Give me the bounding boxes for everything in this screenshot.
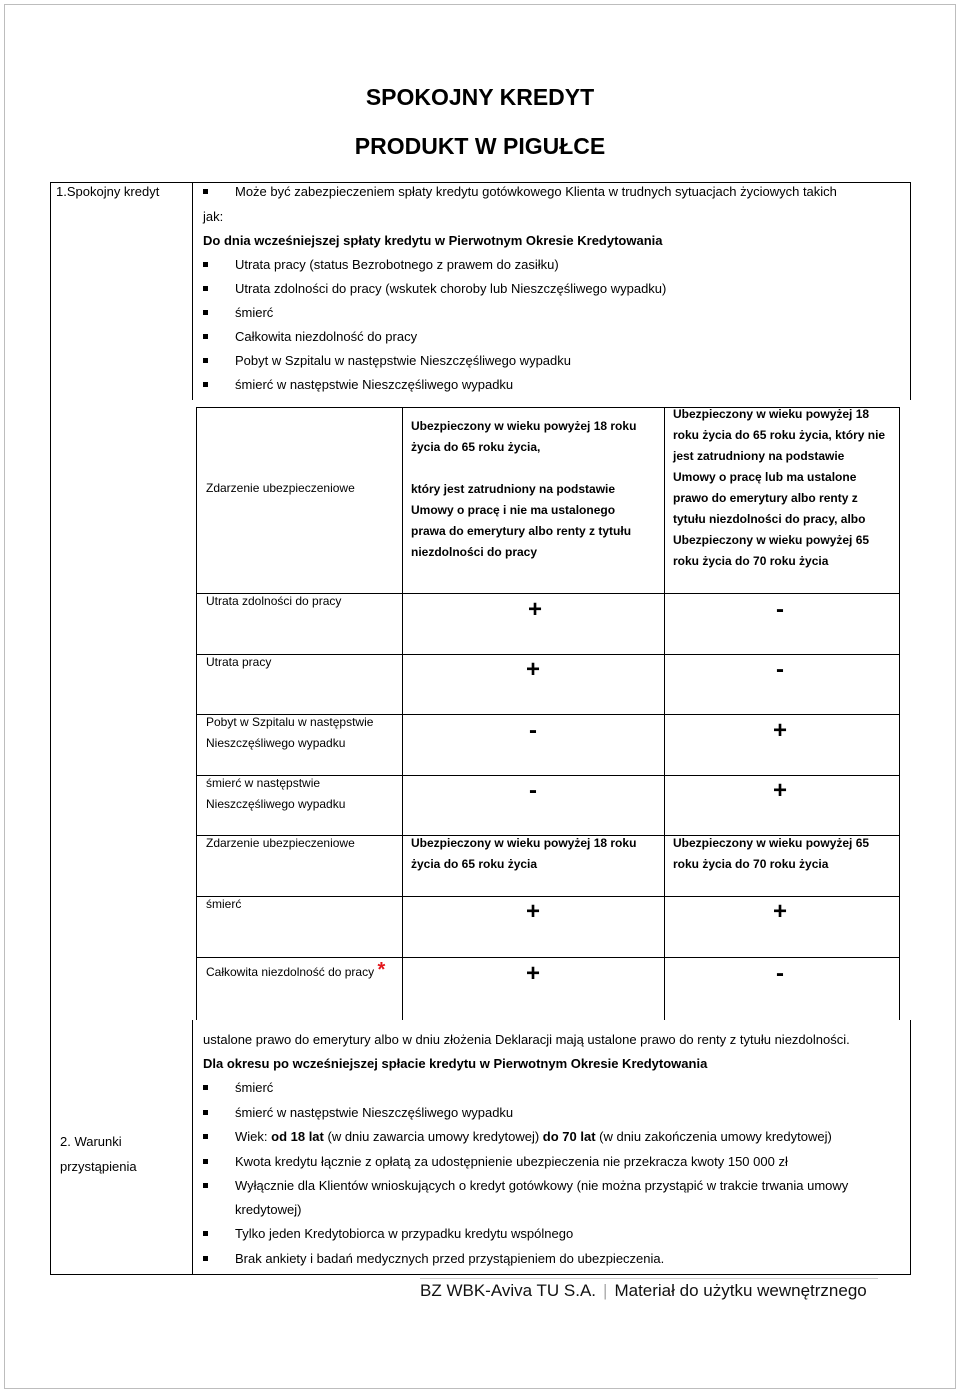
- bullet-icon: [203, 382, 208, 387]
- section2-label: 2. Warunki przystąpienia: [60, 1134, 137, 1174]
- table1-col2-header: Ubezpieczony w wieku powyżej 18 roku życia do 65 roku życia, który nie jest zatrudniony na podstawie Umowy o pracę lub ma ustalone prawo do emerytury albo renty z tytułu niezdolności do pracy, albo Ubezpieczony w wieku powyżej 65 roku życia do 70 roku życia: [673, 407, 886, 568]
- footer-note: Materiał do użytku wewnętrznego: [614, 1281, 867, 1300]
- outer-left-border: [50, 182, 51, 1275]
- period2-heading: Dla okresu po wcześniejszej spłacie kredytu w Pierwotnym Okresie Kredytowania: [203, 1056, 708, 1071]
- outer-top-border: [50, 182, 911, 183]
- document-subtitle: PRODUKT W PIGUŁCE: [354, 133, 606, 159]
- table1-row-event: Utrata pracy: [206, 655, 272, 669]
- intro-line-1: Może być zabezpieczeniem spłaty kredytu gotówkowego Klienta w trudnych sytuacjach życiowych takich: [235, 184, 837, 199]
- period2-item: śmierć: [235, 1080, 274, 1095]
- column-divider: [192, 182, 193, 400]
- column-divider-lower: [192, 1020, 193, 1275]
- table1-row-col1-mark: -: [529, 777, 537, 804]
- table1-row-col1-mark: +: [528, 596, 543, 623]
- table2-row-divider: [196, 896, 900, 897]
- table2-event-header: Zdarzenie ubezpieczeniowe: [206, 836, 355, 850]
- condition-clients-cont: kredytowej): [235, 1202, 302, 1217]
- table1-col1-header: Ubezpieczony w wieku powyżej 18 roku życia do 65 roku życia, który jest zatrudniony na podstawie Umowy o pracę i nie ma ustalonego prawa do emerytury albo renty z tytułu niezdolności do pracy: [411, 419, 637, 559]
- period1-heading: Do dnia wcześniejszej spłaty kredytu w Pierwotnym Okresie Kredytowania: [203, 233, 663, 248]
- outer-right-border: [910, 182, 911, 400]
- condition-age: Wiek: od 18 lat (w dniu zawarcia umowy kredytowej) do 70 lat (w dniu zakończenia umowy kredytowej): [235, 1129, 832, 1144]
- condition-one-borrower: Tylko jeden Kredytobiorca w przypadku kredytu wspólnego: [235, 1226, 574, 1241]
- period1-item: Utrata zdolności do pracy (wskutek choroby lub Nieszczęśliwego wypadku): [235, 281, 667, 296]
- intro-line-2: jak:: [203, 209, 224, 224]
- table2-row-col2-mark: -: [776, 960, 784, 987]
- bullet-icon: [203, 358, 208, 363]
- document-title: SPOKOJNY KREDYT: [365, 84, 595, 110]
- table1-row-col2-mark: -: [776, 656, 784, 683]
- period1-item: śmierć w następstwie Nieszczęśliwego wypadku: [235, 377, 514, 392]
- section1-label: 1.Spokojny kredyt: [56, 184, 160, 199]
- bullet-icon: [203, 262, 208, 267]
- bullet-icon: [203, 334, 208, 339]
- asterisk-marker: *: [377, 959, 386, 981]
- table2-row-divider: [196, 957, 900, 958]
- table1-row-col2-mark: +: [773, 717, 788, 744]
- bullet-icon: [203, 189, 208, 194]
- bullet-icon: [203, 1256, 208, 1261]
- table1-row-event: śmierć w następstwie Nieszczęśliwego wypadku: [206, 776, 346, 811]
- condition-amount: Kwota kredytu łącznie z opłatą za udostępnienie ubezpieczenia nie przekracza kwoty 150 000 zł: [235, 1154, 788, 1169]
- table1-row-col1-mark: -: [529, 717, 537, 744]
- bullet-icon: [203, 1110, 208, 1115]
- table1-row-col2-mark: +: [773, 777, 788, 804]
- table1-row-col2-mark: -: [776, 596, 784, 623]
- table2-col2-header: Ubezpieczony w wieku powyżej 65 roku życia do 70 roku życia: [673, 836, 870, 871]
- bullet-icon: [203, 1134, 208, 1139]
- footer-rule: [420, 1278, 878, 1279]
- period1-item: śmierć: [235, 305, 274, 320]
- period1-item: Pobyt w Szpitalu w następstwie Nieszczęśliwego wypadku: [235, 353, 571, 368]
- table1-row-event: Utrata zdolności do pracy: [206, 594, 342, 608]
- bullet-icon: [203, 1085, 208, 1090]
- outer-bottom-border: [50, 1274, 911, 1275]
- page-footer: BZ WBK-Aviva TU S.A. | Materiał do użytku wewnętrznego: [420, 1281, 867, 1300]
- table1-event-header: Zdarzenie ubezpieczeniowe: [206, 481, 355, 495]
- outer-right-border-lower: [910, 1020, 911, 1275]
- table2-row-event: śmierć: [206, 897, 242, 911]
- bullet-icon: [203, 1183, 208, 1188]
- table2-row-col2-mark: +: [773, 898, 788, 925]
- period1-item: Utrata pracy (status Bezrobotnego z prawem do zasiłku): [235, 257, 559, 272]
- bullet-icon: [203, 1231, 208, 1236]
- table1-row-divider: [196, 654, 900, 655]
- eligibility-note: ustalone prawo do emerytury albo w dniu złożenia Deklaracji mają ustalone prawo do renty z tytułu niezdolności.: [203, 1032, 850, 1047]
- bullet-icon: [203, 286, 208, 291]
- table1-row-col1-mark: +: [526, 656, 541, 683]
- bullet-icon: [203, 310, 208, 315]
- table2-col1-header: Ubezpieczony w wieku powyżej 18 roku życia do 65 roku życia: [411, 836, 637, 871]
- table1-row-event: Pobyt w Szpitalu w następstwie Nieszczęśliwego wypadku: [206, 715, 374, 750]
- bullet-icon: [203, 1159, 208, 1164]
- period2-item: śmierć w następstwie Nieszczęśliwego wypadku: [235, 1105, 514, 1120]
- condition-clients: Wyłącznie dla Klientów wnioskujących o kredyt gotówkowy (nie można przystąpić w trakcie trwania umowy: [235, 1178, 849, 1193]
- footer-company: BZ WBK-Aviva TU S.A.: [420, 1281, 597, 1300]
- table2-row-col1-mark: +: [526, 960, 541, 987]
- condition-no-medical: Brak ankiety i badań medycznych przed przystąpieniem do ubezpieczenia.: [235, 1251, 665, 1266]
- table2-row-col1-mark: +: [526, 898, 541, 925]
- table2-row-event: Całkowita niezdolność do pracy *: [206, 959, 386, 981]
- period1-item: Całkowita niezdolność do pracy: [235, 329, 418, 344]
